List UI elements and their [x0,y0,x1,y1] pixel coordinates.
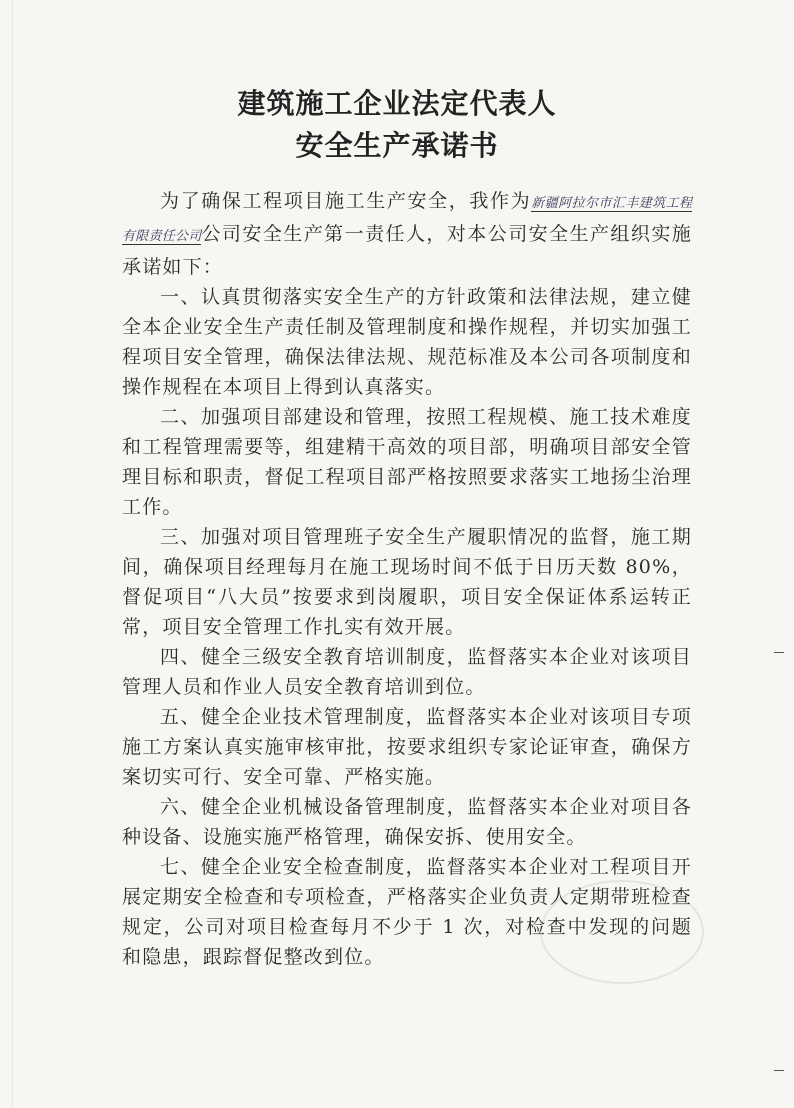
handwritten-company-name: 新疆阿拉尔市汇丰建筑工程有限责任公司 [122,196,692,244]
commitment-item-7: 七、健全企业安全检查制度，监督落实本企业对工程项目开展定期安全检查和专项检查，严格落实企业负责人定期带班检查规定，公司对项目检查每月不少于 1 次，对检查中发现的问题和隐患，跟踪督促整改到位。 [122,856,692,968]
scan-tick-mark [774,1070,784,1071]
scan-tick-mark [774,652,784,653]
intro-suffix: 公司安全生产第一责任人，对本公司安全生产组织实施承诺如下： [122,223,692,278]
intro-paragraph [122,186,692,282]
commitment-item-5: 五、健全企业技术管理制度，监督落实本企业对该项目专项施工方案认真实施审核审批，按要求组织专家论证审查，确保方案切实可行、安全可靠、严格实施。 [122,706,692,788]
document-body [122,186,692,972]
scan-edge-line [12,0,13,1108]
commitment-item-3: 三、加强对项目管理班子安全生产履职情况的监督，施工期间，确保项目经理每月在施工现场时间不低于日历天数 80%，督促项目“八大员”按要求到岗履职，项目安全保证体系运转正常，项目安全管理工作扎实有效开展。 [122,526,692,638]
commitment-item-4: 四、健全三级安全教育培训制度，监督落实本企业对该项目管理人员和作业人员安全教育培训到位。 [122,646,692,698]
intro-prefix: 为了确保工程项目施工生产安全，我作为 [160,190,532,212]
commitment-item-1: 一、认真贯彻落实安全生产的方针政策和法律法规，建立健全本企业安全生产责任制及管理制度和操作规程，并切实加强工程项目安全管理，确保法律法规、规范标准及本公司各项制度和操作规程在本项目上得到认真落实。 [122,286,692,398]
commitment-item-6: 六、健全企业机械设备管理制度，监督落实本企业对项目各种设备、设施实施严格管理，确保安拆、使用安全。 [122,796,692,848]
commitment-item-2: 二、加强项目部建设和管理，按照工程规模、施工技术难度和工程管理需要等，组建精干高效的项目部，明确项目部安全管理目标和职责，督促工程项目部严格按照要求落实工地扬尘治理工作。 [122,406,692,518]
document-title-line1: 建筑施工企业法定代表人 [237,87,557,120]
faint-seal-mark [540,880,704,984]
document-title-line2: 安全生产承诺书 [295,129,499,162]
